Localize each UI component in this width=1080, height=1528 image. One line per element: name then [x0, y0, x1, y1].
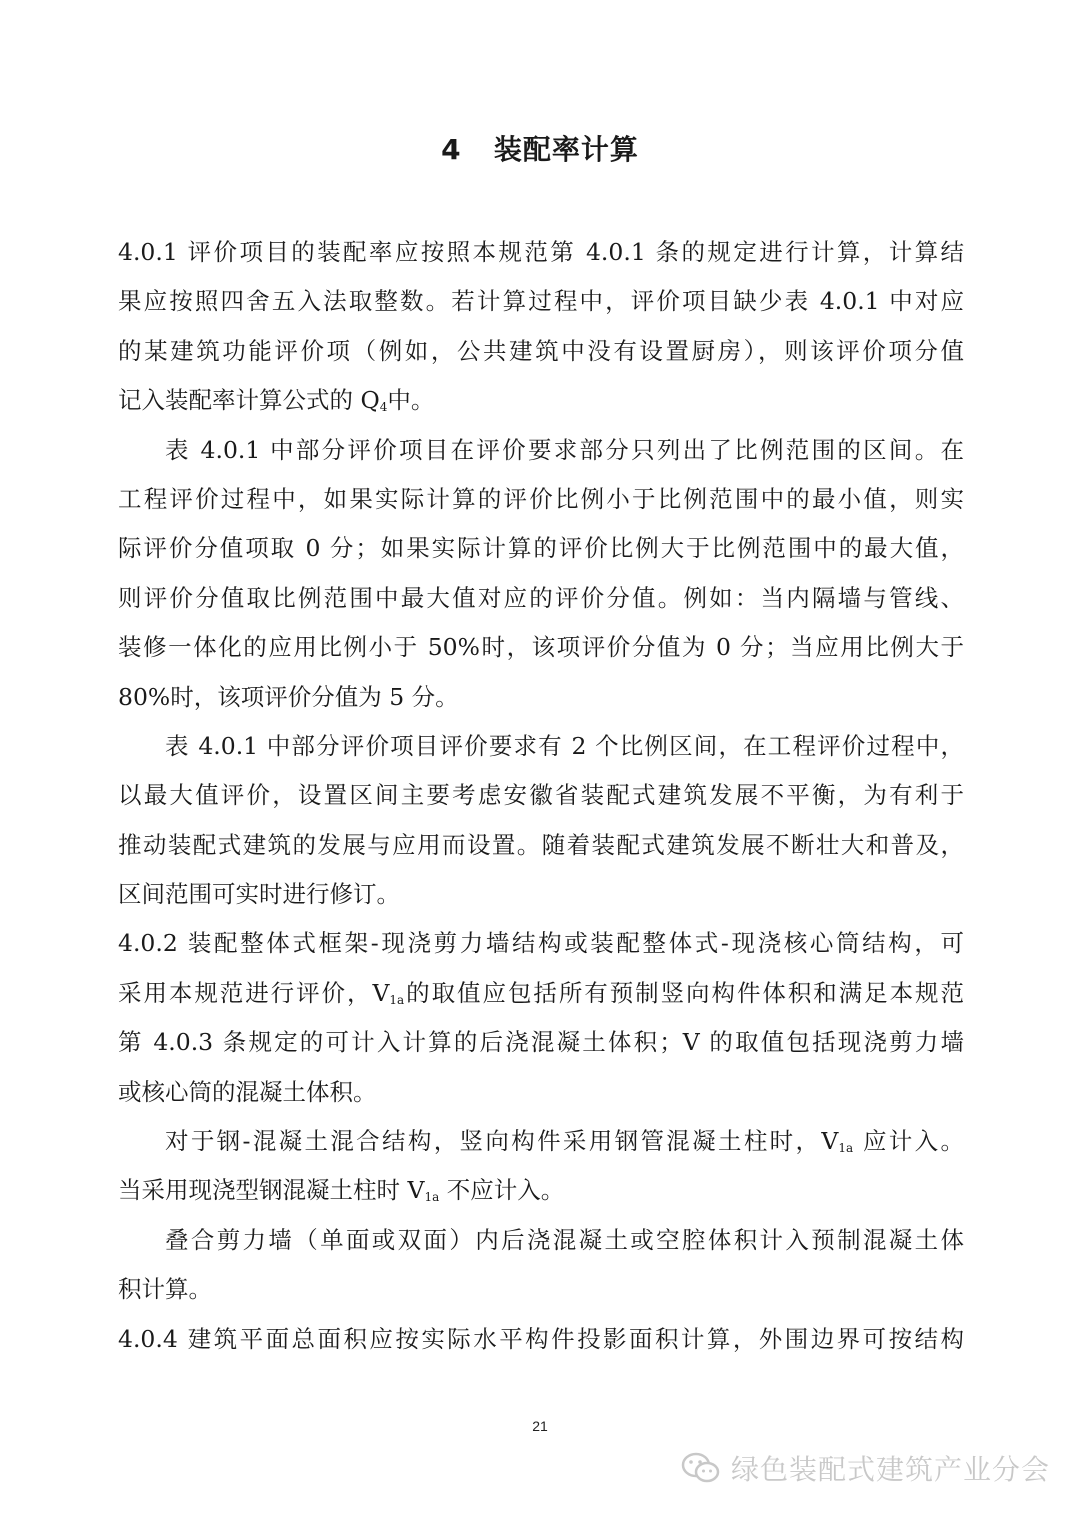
text-run: 推动装配式建筑的发展与应用而设置。随着装配式建筑发展不断壮大和普及， — [118, 830, 964, 859]
text-run: 80%时，该项评价分值为 5 分。 — [118, 682, 459, 711]
text-line — [118, 673, 964, 722]
text-run: 以最大值评价，设置区间主要考虑安徽省装配式建筑发展不平衡，为有利于 — [118, 781, 964, 810]
text-line — [118, 722, 964, 771]
watermark — [681, 1448, 1050, 1488]
text-run: 表 4.0.1 中部分评价项目在评价要求部分只列出了比例范围的区间。在 — [165, 435, 964, 464]
subscript: 1a — [838, 1141, 854, 1156]
text-run: 表 4.0.1 中部分评价项目评价要求有 2 个比例区间，在工程评价过程中， — [165, 731, 964, 760]
text-line — [118, 1315, 964, 1364]
text-run: 4.0.4 建筑平面总面积应按实际水平构件投影面积计算，外围边界可按结构 — [118, 1324, 964, 1353]
section-number: 4 — [441, 133, 462, 166]
subscript: 4 — [379, 400, 388, 415]
body-text — [118, 228, 964, 1364]
text-line — [118, 1166, 964, 1215]
text-run: 际评价分值项取 0 分；如果实际计算的评价比例大于比例范围中的最大值， — [118, 534, 964, 563]
text-run: 对于钢-混凝土混合结构，竖向构件采用钢管混凝土柱时，V — [165, 1127, 839, 1156]
text-run: 4.0.2 装配整体式框架-现浇剪力墙结构或装配整体式-现浇核心筒结构，可 — [118, 929, 964, 958]
text-run: 或核心筒的混凝土体积。 — [118, 1077, 377, 1106]
text-line — [118, 475, 964, 524]
text-line — [118, 524, 964, 573]
text-run: 中。 — [387, 386, 435, 415]
text-line — [118, 574, 964, 623]
text-line — [118, 1117, 964, 1166]
text-run: 采用本规范进行评价，V — [118, 978, 390, 1007]
text-line — [118, 919, 964, 968]
subscript: 1a — [424, 1190, 440, 1205]
text-run: 区间范围可实时进行修订。 — [118, 880, 400, 909]
text-run: 装修一体化的应用比例小于 50%时，该项评价分值为 0 分；当应用比例大于 — [118, 633, 964, 662]
text-run: 第 4.0.3 条规定的可计入计算的后浇混凝土体积；V 的取值包括现浇剪力墙 — [118, 1028, 964, 1057]
text-run: 记入装配率计算公式的 Q — [118, 386, 380, 415]
text-line — [118, 969, 964, 1018]
wechat-icon — [681, 1451, 721, 1485]
text-line — [118, 1265, 964, 1314]
text-line — [118, 821, 964, 870]
text-line — [118, 228, 964, 277]
text-run: 的某建筑功能评价项（例如，公共建筑中没有设置厨房），则该评价项分值 — [118, 336, 964, 365]
text-line — [118, 327, 964, 376]
text-run: 积计算。 — [118, 1275, 212, 1304]
text-line — [118, 1018, 964, 1067]
text-run: 的取值应包括所有预制竖向构件体积和满足本规范 — [404, 978, 964, 1007]
watermark-text: 绿色装配式建筑产业分会 — [730, 1453, 1050, 1486]
text-line — [118, 623, 964, 672]
page-number: 21 — [532, 1418, 548, 1434]
text-line — [118, 426, 964, 475]
text-line — [118, 771, 964, 820]
text-line — [118, 870, 964, 919]
page-title — [0, 128, 1080, 168]
text-line — [118, 1216, 964, 1265]
text-run: 4.0.1 评价项目的装配率应按照本规范第 4.0.1 条的规定进行计算，计算结 — [118, 238, 964, 266]
text-run: 则评价分值取比例范围中最大值对应的评价分值。例如：当内隔墙与管线、 — [118, 583, 964, 612]
text-run: 应计入。 — [853, 1127, 964, 1156]
section-title: 装配率计算 — [493, 133, 639, 166]
subscript: 1a — [389, 992, 405, 1007]
text-run: 工程评价过程中，如果实际计算的评价比例小于比例范围中的最小值，则实 — [118, 484, 964, 513]
text-run: 当采用现浇型钢混凝土柱时 V — [118, 1176, 425, 1205]
text-line — [118, 1068, 964, 1117]
text-run: 叠合剪力墙（单面或双面）内后浇混凝土或空腔体积计入预制混凝土体 — [165, 1225, 964, 1254]
text-run: 不应计入。 — [439, 1176, 565, 1205]
text-run: 果应按照四舍五入法取整数。若计算过程中，评价项目缺少表 4.0.1 中对应 — [118, 287, 964, 316]
text-line — [118, 277, 964, 326]
text-line — [118, 376, 964, 425]
